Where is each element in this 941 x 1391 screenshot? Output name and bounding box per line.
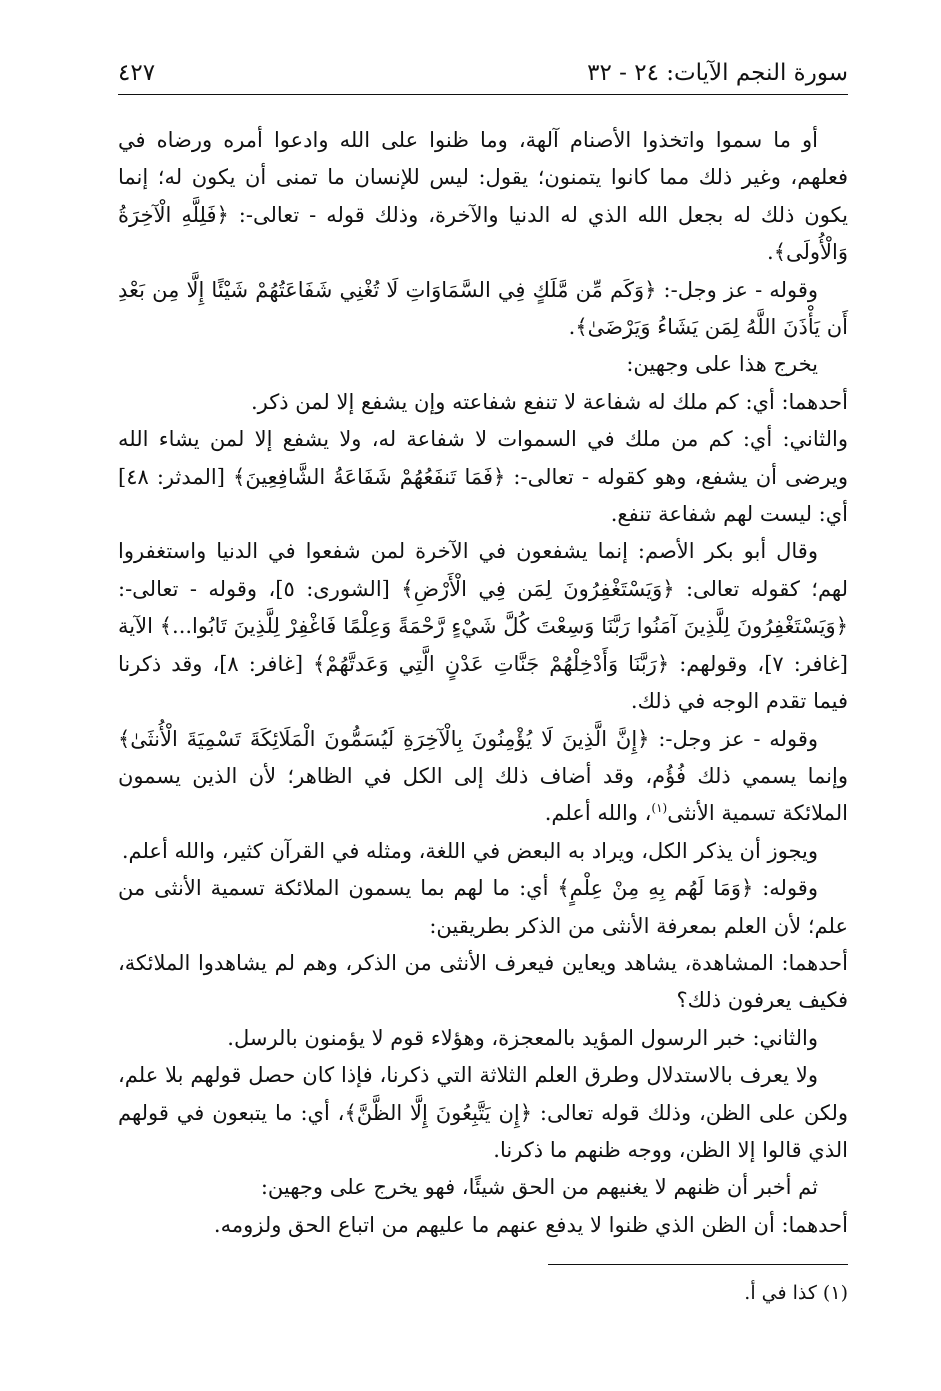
footnote-ref: (١) bbox=[651, 801, 668, 816]
paragraph-text: ، والله أعلم. bbox=[544, 801, 652, 826]
paragraph: ويجوز أن يذكر الكل، ويراد به البعض في اللغة، ومثله في القرآن كثير، والله أعلم. bbox=[121, 838, 818, 863]
paragraph-text: وقوله - عز وجل-: ﴿إِنَّ الَّذِينَ لَا يُؤْمِنُونَ بِالْآخِرَةِ لَيُسَمُّونَ الْمَلَائِكَةَ تَسْمِيَةَ الْأُنثَىٰ﴾ وإنما يسمي ذلك فُؤُم، وقد أضاف ذلك إلى الكل في الظاهر؛ لأن الذين يسمون الملائكة تسمية الأنثى bbox=[118, 726, 848, 826]
paragraph: أحدهما: أن الظن الذي ظنوا لا يدفع عنهم ما عليهم من اتباع الحق ولزومه. bbox=[213, 1212, 848, 1237]
paragraph: والثاني: أي: كم من ملك في السموات لا شفاعة له، ولا يشفع إلا لمن يشاء الله ويرضى أن يشفع، وهو كقوله - تعالى-: ﴿فَمَا تَنفَعُهُمْ شَفَاعَةُ الشَّافِعِينَ﴾ [المدثر: ٤٨] أي: ليست لهم شفاعة تنفع. bbox=[118, 427, 848, 527]
main-text bbox=[118, 122, 848, 1244]
paragraph: والثاني: خبر الرسول المؤيد بالمعجزة، وهؤلاء قوم لا يؤمنون بالرسل. bbox=[227, 1025, 818, 1050]
paragraph: أحدهما: المشاهدة، يشاهد ويعاين فيعرف الأنثى من الذكر، وهم لم يشاهدوا الملائكة، فكيف يعرفون ذلك؟ bbox=[118, 950, 848, 1013]
paragraph-with-footnote-ref bbox=[118, 721, 848, 833]
footnote-rule bbox=[548, 1264, 848, 1265]
page-number: ٤٢٧ bbox=[118, 60, 156, 86]
paragraph: أحدهما: أي: كم ملك له شفاعة لا تنفع شفاعته وإن يشفع إلا لمن ذكر. bbox=[250, 389, 848, 414]
paragraph: وقوله: ﴿وَمَا لَهُم بِهِ مِنْ عِلْمٍ﴾ أي: ما لهم بما يسمون الملائكة تسمية الأنثى من علم؛ لأن العلم بمعرفة الأنثى من الذكر بطريقين: bbox=[118, 876, 848, 938]
paragraph: وقوله - عز وجل-: ﴿وَكَم مِّن مَّلَكٍ فِي السَّمَاوَاتِ لَا تُغْنِي شَفَاعَتُهُمْ شَيْئًا إِلَّا مِن بَعْدِ أَن يَأْذَنَ اللَّهُ لِمَن يَشَاءُ وَيَرْضَىٰ﴾. bbox=[118, 277, 848, 340]
running-title: سورة النجم الآيات: ٢٤ - ٣٢ bbox=[587, 60, 848, 86]
header-rule bbox=[118, 94, 848, 95]
footnote: (١) كذا في أ. bbox=[744, 1282, 848, 1304]
paragraph: أو ما سموا واتخذوا الأصنام آلهة، وما ظنوا على الله وادعوا أمره ورضاه في فعلهم، وغير ذلك مما كانوا يتمنون؛ يقول: ليس للإنسان ما تمنى أن يكون له؛ إنما يكون ذلك له بجعل الله الذي له الدنيا والآخرة، وذلك قوله - تعالى-: ﴿فَلِلَّهِ الْآخِرَةُ وَالْأُولَى﴾. bbox=[118, 128, 848, 265]
page-header bbox=[118, 58, 848, 88]
paragraph: ولا يعرف بالاستدلال وطرق العلم الثلاثة التي ذكرنا، فإذا كان حصل قولهم بلا علم، ولكن على الظن، وذلك قوله تعالى: ﴿إِن يَتَّبِعُونَ إِلَّا الظَّنَّ﴾، أي: ما يتبعون في قولهم الذي قالوا إلا الظن، ووجه ظنهم ما ذكرنا. bbox=[118, 1063, 848, 1162]
paragraph: يخرج هذا على وجهين: bbox=[626, 352, 818, 377]
paragraph: ثم أخبر أن ظنهم لا يغنيهم من الحق شيئًا، فهو يخرج على وجهين: bbox=[260, 1175, 818, 1200]
paragraph: وقال أبو بكر الأصم: إنما يشفعون في الآخرة لمن شفعوا في الدنيا واستغفروا لهم؛ كقوله تعالى: ﴿وَيَسْتَغْفِرُونَ لِمَن فِي الْأَرْضِ﴾ [الشورى: ٥]، وقوله - تعالى-: ﴿وَيَسْتَغْفِرُونَ لِلَّذِينَ آمَنُوا رَبَّنَا وَسِعْتَ كُلَّ شَيْءٍ رَّحْمَةً وَعِلْمًا فَاغْفِرْ لِلَّذِينَ تَابُوا...﴾ الآية [غافر: ٧]، وقولهم: ﴿رَبَّنَا وَأَدْخِلْهُمْ جَنَّاتِ عَدْنٍ الَّتِي وَعَدتَّهُمْ﴾ [غافر: ٨]، وقد ذكرنا فيما تقدم الوجه في ذلك. bbox=[118, 539, 849, 714]
